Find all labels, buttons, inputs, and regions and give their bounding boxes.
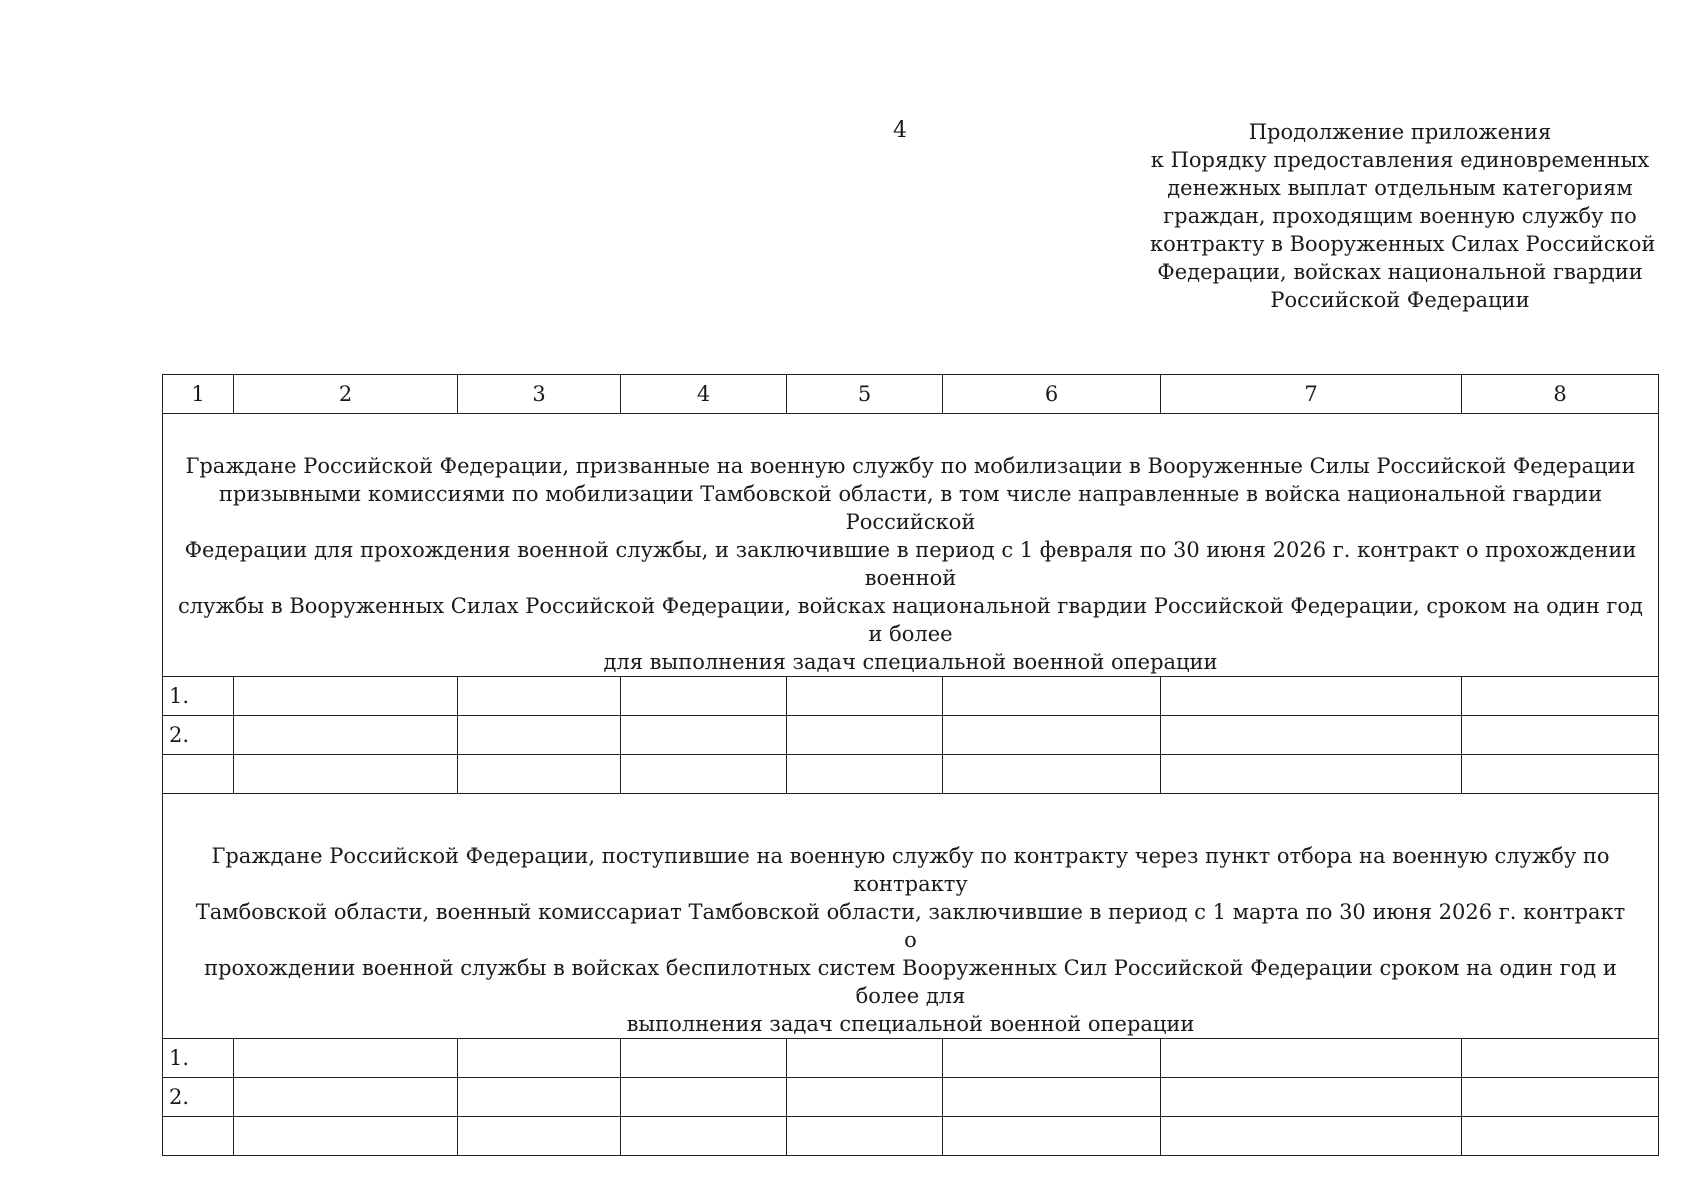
table-row	[163, 716, 1659, 755]
table-cell	[458, 1039, 621, 1078]
section-heading-line: Тамбовской области, военный комиссариат Тамбовской области, заключившие в период с 1 марта по 30 июня 2026 г. контракт о	[195, 900, 1626, 952]
appendix-header	[1150, 118, 1656, 314]
table-cell	[943, 1078, 1161, 1117]
table-cell	[234, 1117, 458, 1156]
table-cell	[458, 1078, 621, 1117]
table-cell	[621, 716, 787, 755]
section-heading-line: призывными комиссиями по мобилизации Тамбовской области, в том числе направленные в войска национальной гвардии Российской	[218, 482, 1603, 534]
row-number: 1.	[163, 677, 234, 716]
table-cell	[787, 755, 943, 794]
table-cell	[1161, 716, 1462, 755]
appendix-header-line: денежных выплат отдельным категориям	[1167, 176, 1633, 200]
column-header: 2	[234, 375, 458, 414]
table-cell	[787, 1039, 943, 1078]
form-table	[162, 374, 1659, 1156]
appendix-header-line: к Порядку предоставления единовременных	[1150, 148, 1650, 172]
table-cell	[234, 755, 458, 794]
row-number	[163, 755, 234, 794]
table-cell	[1161, 1039, 1462, 1078]
section-heading-line: Федерации для прохождения военной службы, и заключившие в период с 1 февраля по 30 июня 2026 г. контракт о прохождении военной	[184, 538, 1637, 590]
table-row	[163, 755, 1659, 794]
table-cell	[1161, 755, 1462, 794]
table-row	[163, 1117, 1659, 1156]
table-cell	[1161, 1078, 1462, 1117]
column-header: 4	[621, 375, 787, 414]
table-cell	[621, 677, 787, 716]
table-cell	[458, 1117, 621, 1156]
table-cell	[943, 716, 1161, 755]
row-number: 2.	[163, 1078, 234, 1117]
section-heading-line: выполнения задач специальной военной операции	[626, 1012, 1195, 1036]
table-cell	[621, 1039, 787, 1078]
table-cell	[234, 677, 458, 716]
table-row	[163, 677, 1659, 716]
table-cell	[234, 716, 458, 755]
table-cell	[1462, 716, 1659, 755]
table-row	[163, 1078, 1659, 1117]
table-cell	[1462, 755, 1659, 794]
table-cell	[1161, 1117, 1462, 1156]
table-cell	[943, 1039, 1161, 1078]
column-header: 6	[943, 375, 1161, 414]
section-heading-line: Граждане Российской Федерации, поступившие на военную службу по контракту через пункт отбора на военную службу по контракту	[211, 844, 1610, 896]
column-header: 7	[1161, 375, 1462, 414]
table-cell	[787, 677, 943, 716]
column-header: 8	[1462, 375, 1659, 414]
table-cell	[1462, 1117, 1659, 1156]
row-number	[163, 1117, 234, 1156]
table-cell	[787, 1078, 943, 1117]
table-cell	[1161, 677, 1462, 716]
table-cell	[943, 677, 1161, 716]
table-cell	[787, 1117, 943, 1156]
table-row	[163, 1039, 1659, 1078]
appendix-header-line: Продолжение приложения	[1248, 120, 1552, 144]
table-cell	[1462, 677, 1659, 716]
column-header: 5	[787, 375, 943, 414]
section-heading-mobilized	[163, 414, 1659, 677]
appendix-header-line: контракту в Вооруженных Силах Российской	[1150, 232, 1656, 256]
table-cell	[1462, 1078, 1659, 1117]
table-cell	[621, 1078, 787, 1117]
section-heading-line: службы в Вооруженных Силах Российской Федерации, войсках национальной гвардии Российской Федерации, сроком на один год и более	[178, 594, 1643, 646]
appendix-header-line: граждан, проходящим военную службу по	[1163, 204, 1637, 228]
table-cell	[1462, 1039, 1659, 1078]
section-heading-line: для выполнения задач специальной военной операции	[603, 650, 1218, 674]
row-number: 1.	[163, 1039, 234, 1078]
appendix-header-line: Федерации, войсках национальной гвардии	[1157, 260, 1643, 284]
table-cell	[234, 1039, 458, 1078]
section-heading-line: Граждане Российской Федерации, призванные на военную службу по мобилизации в Вооруженные Силы Российской Федерации	[185, 454, 1636, 478]
page-number: 4	[893, 118, 907, 143]
table-cell	[458, 755, 621, 794]
table-cell	[621, 755, 787, 794]
section-heading-row	[163, 794, 1659, 1039]
table-cell	[621, 1117, 787, 1156]
row-number: 2.	[163, 716, 234, 755]
section-heading-line: прохождении военной службы в войсках беспилотных систем Вооруженных Сил Российской Федерации сроком на один год и более для	[204, 956, 1617, 1008]
section-heading-contract	[163, 794, 1659, 1039]
table-cell	[943, 755, 1161, 794]
appendix-header-line: Российской Федерации	[1270, 288, 1530, 312]
table-cell	[458, 677, 621, 716]
table-cell	[943, 1117, 1161, 1156]
table-cell	[787, 716, 943, 755]
table-cell	[234, 1078, 458, 1117]
table-cell	[458, 716, 621, 755]
column-header-row	[163, 375, 1659, 414]
section-heading-row	[163, 414, 1659, 677]
column-header: 3	[458, 375, 621, 414]
column-header: 1	[163, 375, 234, 414]
